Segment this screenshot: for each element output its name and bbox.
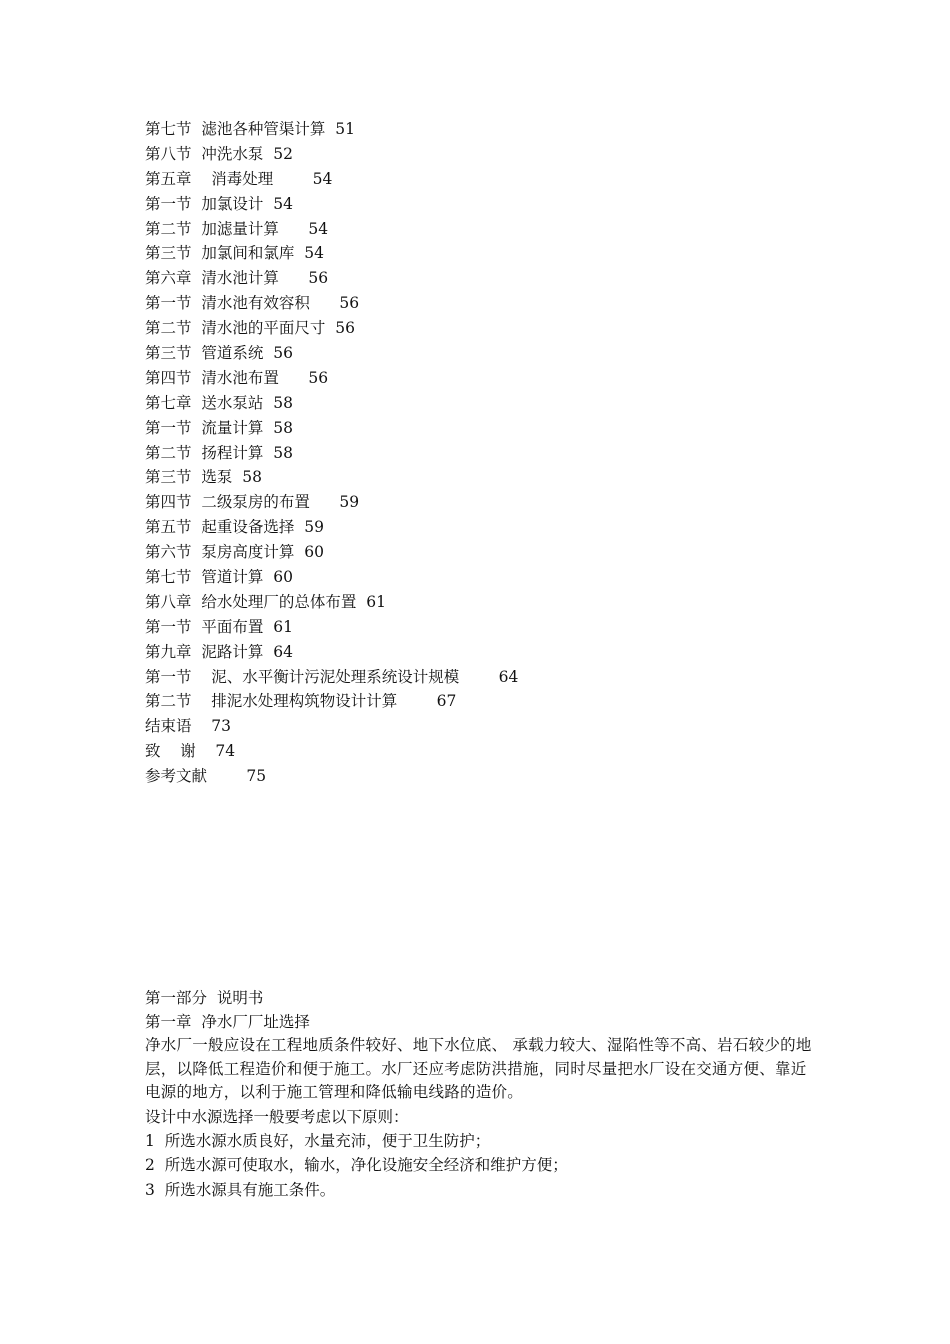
toc-entry[interactable]: 第七章 送水泵站 58	[145, 393, 293, 412]
toc-entry[interactable]: 第七节 滤池各种管渠计算 51	[145, 120, 355, 138]
toc-entry[interactable]: 第一节 流量计算 58	[145, 418, 293, 437]
toc-entry[interactable]: 第六节 泵房高度计算 60	[145, 543, 324, 562]
toc-entry[interactable]: 第四节 清水池布置 56	[145, 368, 329, 387]
toc-entry[interactable]: 第九章 泥路计算 64	[145, 642, 293, 661]
principle-item: 1 所选水源水质良好，水量充沛，便于卫生防护；	[145, 1132, 491, 1151]
toc-entry[interactable]: 参考文献 75	[145, 767, 267, 786]
toc-entry[interactable]: 第八节 冲洗水泵 52	[145, 144, 293, 163]
toc-entry[interactable]: 第三节 选泵 58	[145, 468, 262, 487]
toc-entry[interactable]: 第二节 排泥水处理构筑物设计计算 67	[145, 692, 457, 711]
principles-intro: 设计中水源选择一般要考虑以下原则：	[145, 1107, 409, 1126]
body-section	[145, 986, 813, 1202]
toc-entry[interactable]: 第四节 二级泵房的布置 59	[145, 493, 360, 512]
toc-entry[interactable]: 第一节 清水池有效容积 56	[145, 294, 360, 313]
principle-item: 2 所选水源可使取水，输水，净化设施安全经济和维护方便；	[145, 1156, 568, 1175]
toc-entry[interactable]: 第五章 消毒处理 54	[145, 169, 333, 188]
toc-entry[interactable]: 第二节 扬程计算 58	[145, 443, 293, 462]
toc-entry[interactable]: 第三节 加氯间和氯库 54	[145, 244, 324, 263]
toc-entry[interactable]: 第一节 加氯设计 54	[145, 194, 293, 213]
toc-entry[interactable]: 结束语 73	[145, 717, 231, 736]
toc-entry[interactable]: 第五节 起重设备选择 59	[145, 518, 324, 537]
part-title: 第一部分 说明书	[145, 989, 264, 1007]
principle-item: 3 所选水源具有施工条件。	[145, 1180, 336, 1199]
toc-entry[interactable]: 第二节 清水池的平面尺寸 56	[145, 319, 355, 338]
toc-entry[interactable]: 第一节 平面布置 61	[145, 617, 293, 636]
toc-entry[interactable]: 第二节 加滤量计算 54	[145, 219, 329, 238]
chapter-title: 第一章 净水厂厂址选择	[145, 1013, 310, 1032]
table-of-contents	[145, 117, 845, 789]
toc-entry[interactable]: 第七节 管道计算 60	[145, 568, 293, 587]
toc-entry[interactable]: 第一节 泥、水平衡计污泥处理系统设计规模 64	[145, 667, 519, 686]
toc-entry[interactable]: 第三节 管道系统 56	[145, 344, 293, 363]
site-selection-paragraph: 净水厂一般应设在工程地质条件较好、地下水位底、 承载力较大、湿陷性等不高、岩石较少的地层，以降低工程造价和便于施工。水厂还应考虑防洪措施，同时尽量把水厂设在交通方便、靠近电源的地方，以利于施工管理和降低输电线路的造价。	[145, 1036, 812, 1102]
toc-entry[interactable]: 第六章 清水池计算 56	[145, 269, 329, 288]
toc-entry[interactable]: 第八章 给水处理厂的总体布置 61	[145, 592, 386, 611]
toc-entry[interactable]: 致 谢 74	[145, 742, 236, 761]
